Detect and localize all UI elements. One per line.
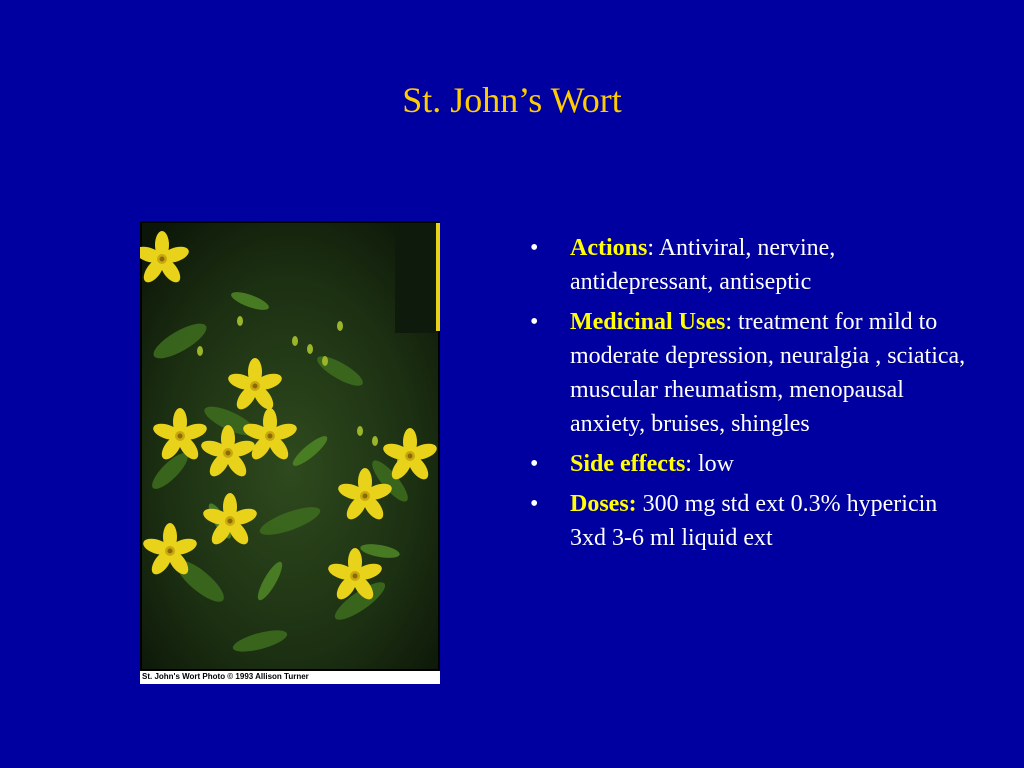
bullet-item-actions — [530, 231, 970, 299]
bullet-list — [530, 231, 970, 561]
bullet-term: Actions — [570, 235, 648, 261]
bullet-text: Antiviral, nervine, antidepressant, antiseptic — [570, 235, 836, 295]
bullet-text: low — [691, 451, 734, 477]
bullet-text: treatment for mild to moderate depression, neuralgia , sciatica, muscular rheumatism, menopausal anxiety, bruises, shingles — [570, 309, 966, 437]
bullet-term: Doses: — [570, 491, 637, 517]
photo-caption: St. John's Wort Photo © 1993 Allison Turner — [142, 672, 309, 681]
bullet-item-medicinal-uses — [530, 305, 970, 441]
slide-title: St. John’s Wort — [402, 80, 622, 120]
bullet-marker: • — [530, 309, 539, 335]
bullet-item-doses — [530, 487, 970, 555]
bullet-marker: • — [530, 491, 539, 517]
bullet-separator: : — [685, 451, 692, 477]
bullet-marker: • — [530, 235, 539, 261]
bullet-item-side-effects — [530, 447, 970, 481]
bullet-text: 300 mg std ext 0.3% hypericin 3xd 3-6 ml liquid ext — [570, 491, 938, 551]
bullet-separator: : — [725, 309, 732, 335]
bullet-term: Medicinal Uses — [570, 309, 726, 335]
st-johns-wort-photo — [140, 221, 440, 684]
bullet-term: Side effects — [570, 451, 686, 477]
bullet-separator: : — [647, 235, 655, 261]
bullet-marker: • — [530, 451, 539, 477]
flower-photo-illustration — [140, 221, 440, 671]
